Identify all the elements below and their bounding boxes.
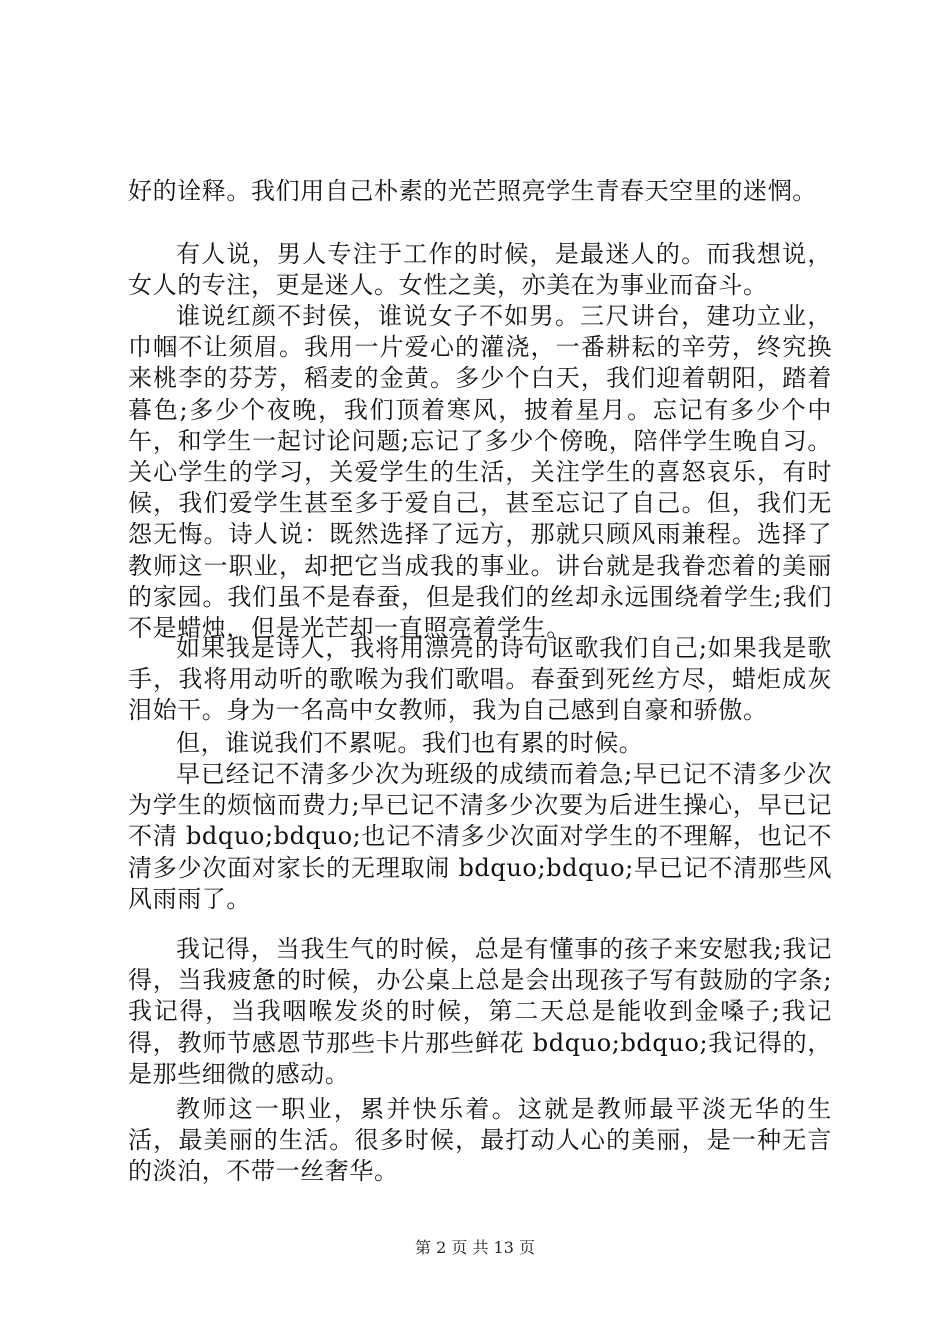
paragraph-forgotten: 早已经记不清多少次为班级的成绩而着急;早已记不清多少次为学生的烦恼而费力;早已记不清多少次要为后进生操心，早已记不清 bdquo;bdquo;也记不清多少次面对学生的不理解，也记不清多少次面对家长的无理取闹 bdquo;bdquo;早已记不清那些风风雨雨了。	[128, 760, 832, 913]
paragraph-tired: 但，谁说我们不累呢。我们也有累的时候。	[176, 729, 644, 757]
page-number-footer: 第 2 页 共 13 页	[415, 1238, 535, 1257]
paragraph-focus: 有人说，男人专注于工作的时候，是最迷人的。而我想说，女人的专注，更是迷人。女性之美，亦美在为事业而奋斗。	[128, 240, 832, 300]
paragraph-happiness: 教师这一职业，累并快乐着。这就是教师最平淡无华的生活，最美丽的生活。很多时候，最打动人心的美丽，是一种无言的淡泊，不带一丝奢华。	[128, 1095, 832, 1186]
paragraph-continuation: 好的诠释。我们用自己朴素的光芒照亮学生青春天空里的迷惘。	[128, 177, 817, 205]
paragraph-remember: 我记得，当我生气的时候，总是有懂事的孩子来安慰我;我记得，当我疲惫的时候，办公桌上总是会出现孩子写有鼓励的字条;我记得，当我咽喉发炎的时候，第二天总是能收到金嗓子;我记得，教师节感恩节那些卡片那些鲜花 bdquo;bdquo;我记得的，是那些细微的感动。	[128, 935, 832, 1088]
paragraph-pride: 如果我是诗人，我将用漂亮的诗句讴歌我们自己;如果我是歌手，我将用动听的歌喉为我们歌唱。春蚕到死丝方尽，蜡炬成灰泪始干。身为一名高中女教师，我为自己感到自豪和骄傲。	[128, 634, 832, 725]
paragraph-dedication: 谁说红颜不封侯，谁说女子不如男。三尺讲台，建功立业，巾帼不让须眉。我用一片爱心的灌浇，一番耕耘的辛劳，终究换来桃李的芬芳，稻麦的金黄。多少个白天，我们迎着朝阳，踏着暮色;多少个夜晚，我们顶着寒风，披着星月。忘记有多少个中午，和学生一起讨论问题;忘记了多少个傍晚，陪伴学生晚自习。关心学生的学习，关爱学生的生活，关注学生的喜怒哀乐，有时候，我们爱学生甚至多于爱自己，甚至忘记了自己。但，我们无怨无悔。诗人说：既然选择了远方，那就只顾风雨兼程。选择了教师这一职业，却把它当成我的事业。讲台就是我眷恋着的美丽的家园。我们虽不是春蚕，但是我们的丝却永远围绕着学生;我们不是蜡烛，但是光芒却一直照亮着学生。	[128, 302, 832, 643]
